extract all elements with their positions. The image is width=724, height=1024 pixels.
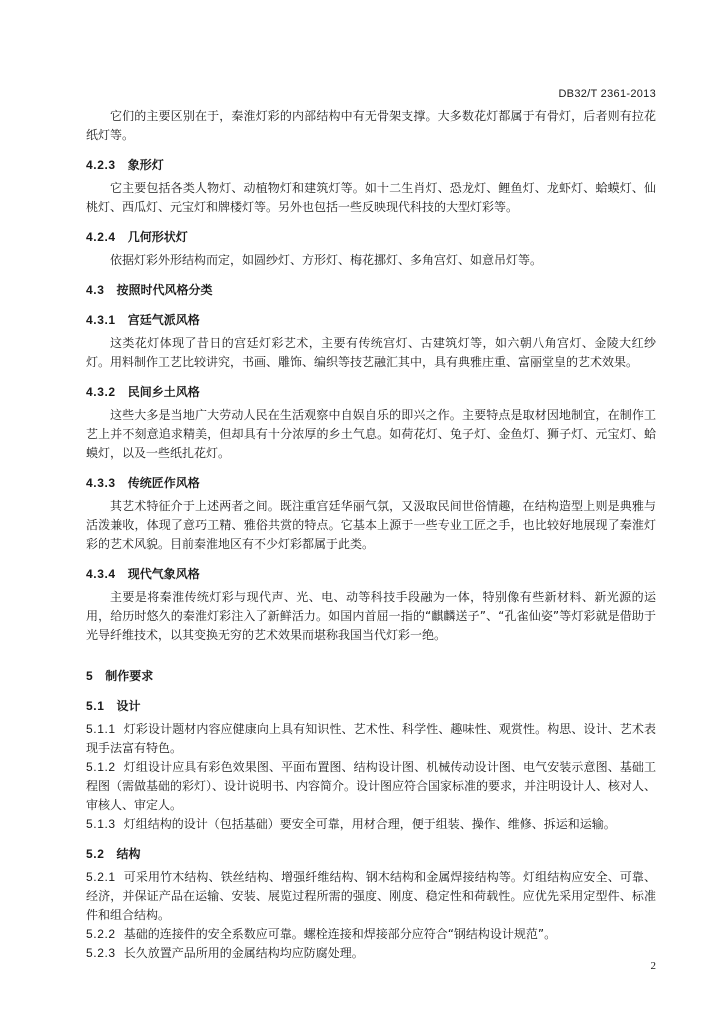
section-title: 传统匠作风格 xyxy=(127,476,200,490)
clause-number: 5.1.3 xyxy=(86,817,116,831)
standard-code: DB32/T 2361-2013 xyxy=(558,88,656,100)
section-heading xyxy=(86,311,656,330)
section-heading xyxy=(86,565,656,584)
chapter-heading xyxy=(86,667,656,686)
chapter-number: 5 xyxy=(86,669,94,683)
clause xyxy=(86,720,656,758)
section-number: 4.3.4 xyxy=(86,567,116,581)
section-title: 结构 xyxy=(116,847,141,861)
section-title: 按照时代风格分类 xyxy=(116,283,213,297)
paragraph: 这类花灯体现了昔日的宫廷灯彩艺术，主要有传统宫灯、古建筑灯等，如六朝八角宫灯、金陵大红纱灯。用料制作工艺比较讲究，书画、雕饰、编织等技艺融汇其中，具有典雅庄重、富丽堂皇的艺术效果。 xyxy=(86,336,656,369)
paragraph: 这些大多是当地广大劳动人民在生活观察中自娱自乐的即兴之作。主要特点是取材因地制宜，在制作工艺上并不刻意追求精美，但却具有十分浓厚的乡土气息。如荷花灯、兔子灯、金鱼灯、狮子灯、元宝灯、蛤蟆灯，以及一些纸扎花灯。 xyxy=(86,408,656,460)
section-number: 4.3.3 xyxy=(86,476,116,490)
clause-text: 长久放置产品所用的金属结构均应防腐处理。 xyxy=(123,946,364,960)
section-heading xyxy=(86,845,656,864)
chapter-title: 制作要求 xyxy=(105,669,154,683)
section-number: 4.2.3 xyxy=(86,158,116,172)
section-title: 民间乡土风格 xyxy=(127,385,200,399)
section-heading xyxy=(86,383,656,402)
clause-text: 灯组结构的设计（包括基础）要安全可靠，用材合理，便于组装、操作、维修、拆运和运输。 xyxy=(123,817,616,831)
section-heading xyxy=(86,474,656,493)
clause-number: 5.2.3 xyxy=(86,946,116,960)
section-title: 设计 xyxy=(116,699,141,713)
clause xyxy=(86,925,656,944)
section-title: 象形灯 xyxy=(127,158,164,172)
clause xyxy=(86,944,656,963)
section-title: 现代气象风格 xyxy=(127,567,200,581)
clause-number: 5.2.1 xyxy=(86,870,116,884)
section-heading xyxy=(86,228,656,247)
section-heading xyxy=(86,281,656,300)
paragraph: 它们的主要区别在于，秦淮灯彩的内部结构中有无骨架支撑。大多数花灯都属于有骨灯，后者则有拉花纸灯等。 xyxy=(86,109,656,142)
section-heading xyxy=(86,156,656,175)
clause-text: 灯组设计应具有彩色效果图、平面布置图、结构设计图、机械传动设计图、电气安装示意图、基础工程图（需做基础的彩灯）、设计说明书、内容简介。设计图应符合国家标准的要求，并注明设计人、核对人、审核人、审定人。 xyxy=(86,760,657,812)
clause xyxy=(86,815,656,834)
section-number: 4.3.2 xyxy=(86,385,116,399)
clause-text: 灯彩设计题材内容应健康向上具有知识性、艺术性、科学性、趣味性、观赏性。构思、设计、艺术表现手法富有特色。 xyxy=(86,722,656,755)
page-number: 2 xyxy=(650,960,656,972)
paragraph: 依据灯彩外形结构而定，如圆纱灯、方形灯、梅花挪灯、多角宫灯、如意吊灯等。 xyxy=(110,253,543,267)
section-title: 几何形状灯 xyxy=(127,230,188,244)
clause-text: 可采用竹木结构、铁丝结构、增强纤维结构、钢木结构和金属焊接结构等。灯组结构应安全、可靠、经济，并保证产品在运输、安装、展览过程所需的强度、刚度、稳定性和荷载性。应优先采用定型件、标准件和组合结构。 xyxy=(86,870,656,922)
paragraph: 主要是将秦淮传统灯彩与现代声、光、电、动等科技手段融为一体，特别像有些新材料、新光源的运用，给历时悠久的秦淮灯彩注入了新鲜活力。如国内首屈一指的“麒麟送子”、“孔雀仙姿”等灯彩就是借助于光导纤维技术，以其变换无穷的艺术效果而堪称我国当代灯彩一绝。 xyxy=(86,590,656,642)
section-number: 5.1 xyxy=(86,699,105,713)
section-title: 宫廷气派风格 xyxy=(127,313,200,327)
paragraph: 它主要包括各类人物灯、动植物灯和建筑灯等。如十二生肖灯、恐龙灯、鲤鱼灯、龙虾灯、蛤蟆灯、仙桃灯、西瓜灯、元宝灯和牌楼灯等。另外也包括一些反映现代科技的大型灯彩等。 xyxy=(86,181,656,214)
clause xyxy=(86,758,656,815)
section-number: 4.2.4 xyxy=(86,230,116,244)
section-number: 5.2 xyxy=(86,847,105,861)
clause-number: 5.2.2 xyxy=(86,927,116,941)
clause-number: 5.1.2 xyxy=(86,760,116,774)
paragraph: 其艺术特征介于上述两者之间。既注重宫廷华丽气氛，又汲取民间世俗情趣，在结构造型上则是典雅与活泼兼收，体现了意巧工精、雅俗共赏的特点。它基本上源于一些专业工匠之手，也比较好地展现了秦淮灯彩的艺术风貌。目前秦淮地区有不少灯彩都属于此类。 xyxy=(86,499,656,551)
document-body xyxy=(86,107,656,963)
section-number: 4.3 xyxy=(86,283,105,297)
section-number: 4.3.1 xyxy=(86,313,116,327)
clause-number: 5.1.1 xyxy=(86,722,116,736)
section-heading xyxy=(86,697,656,716)
clause-text: 基础的连接件的安全系数应可靠。螺栓连接和焊接部分应符合“钢结构设计规范”。 xyxy=(123,927,557,941)
clause xyxy=(86,868,656,925)
